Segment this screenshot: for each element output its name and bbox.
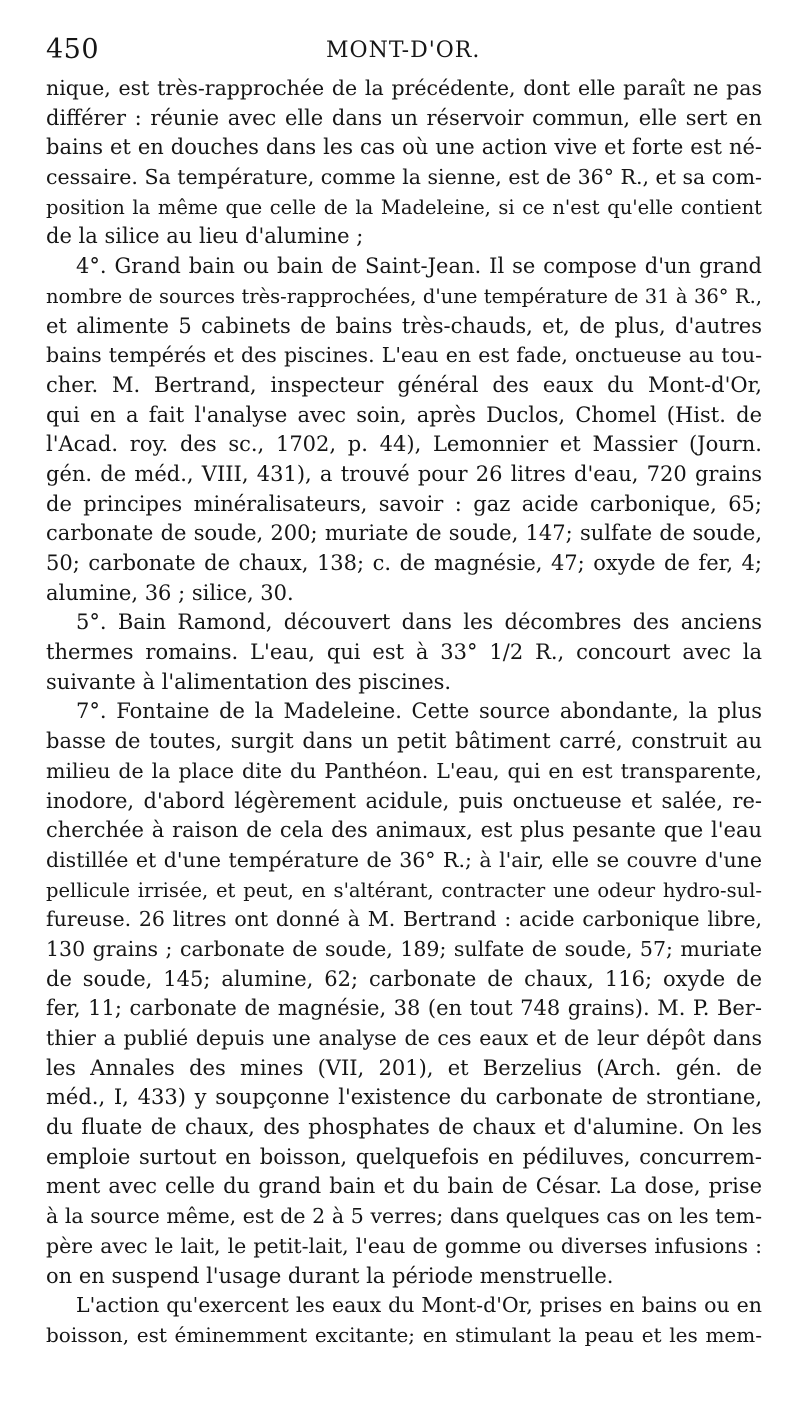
text-line: de principes minéralisateurs, savoir : gaz acide carbonique, 65; [46,491,762,516]
text-line: cher. M. Bertrand, inspecteur général des eaux du Mont-d'Or, [46,372,762,397]
text-line: qui en a fait l'analyse avec soin, après Duclos, Chomel (Hist. de [46,402,762,427]
text-line: basse de toutes, surgit dans un petit bâtiment carré, construit au [46,729,762,754]
text-line: nombre de sources très-rapprochées, d'une température de 31 à 36° R., [46,284,762,308]
text-line: inodore, d'abord légèrement acidule, puis onctueuse et salée, re- [46,788,762,813]
text-line: bains et en douches dans les cas où une action vive et forte est né- [46,135,762,160]
text-line: à la source même, est de 2 à 5 verres; dans quelques cas on les tem- [46,1204,762,1229]
text-line: pellicule irrisée, et peut, en s'altérant, contracter une odeur hydro-sul- [46,878,762,902]
page-number: 450 [46,34,100,65]
text-line: carbonate de soude, 200; muriate de soude, 147; sulfate de soude, [46,521,762,546]
text-line: milieu de la place dite du Panthéon. L'eau, qui en est transparente, [46,758,762,783]
text-line: thermes romains. L'eau, qui est à 33° 1/2 R., concourt avec la [46,640,762,665]
text-line: méd., I, 433) y soupçonne l'existence du carbonate de strontiane, [46,1085,762,1110]
text-line: bains tempérés et des piscines. L'eau en est fade, onctueuse au tou- [46,343,762,368]
text-line: du fluate de chaux, des phosphates de chaux et d'alumine. On les [46,1115,762,1140]
text-line: on en suspend l'usage durant la période menstruelle. [46,1263,614,1288]
text-line: suivante à l'alimentation des piscines. [46,669,452,694]
text-line: gén. de méd., VIII, 431), a trouvé pour 26 litres d'eau, 720 grains [46,461,762,486]
text-line: boisson, est éminemment excitante; en stimulant la peau et les mem- [46,1322,762,1347]
text-line: position la même que celle de la Madeleine, si ce n'est qu'elle contient [46,195,762,219]
body-text [46,74,762,1351]
text-line: 5°. Bain Ramond, découvert dans les décombres des anciens [76,610,762,635]
text-line: de soude, 145; alumine, 62; carbonate de chaux, 116; oxyde de [46,966,762,991]
text-line: différer : réunie avec elle dans un réservoir commun, elle sert en [46,105,762,130]
book-page [46,34,762,1351]
text-line: nique, est très-rapprochée de la précédente, dont elle paraît ne pas [46,76,762,100]
text-line: distillée et d'une température de 36° R.; à l'air, elle se couvre d'une [46,847,762,872]
text-line: cessaire. Sa température, comme la sienne, est de 36° R., et sa com- [46,165,762,190]
text-line: ment avec celle du grand bain et du bain de César. La dose, prise [46,1174,762,1199]
text-line: thier a publié depuis une analyse de ces eaux et de leur dépôt dans [46,1026,762,1050]
text-line: 4°. Grand bain ou bain de Saint-Jean. Il se compose d'un grand [76,254,762,279]
text-line: L'action qu'exercent les eaux du Mont-d'Or, prises en bains ou en [76,1293,762,1318]
text-line: emploie surtout en boisson, quelquefois en pédiluves, concurrem- [46,1144,762,1169]
text-line: 130 grains ; carbonate de soude, 189; sulfate de soude, 57; muriate [46,936,762,961]
text-line: les Annales des mines (VII, 201), et Berzelius (Arch. gén. de [46,1055,762,1080]
text-line: l'Acad. roy. des sc., 1702, p. 44), Lemonnier et Massier (Journ. [46,432,762,457]
text-line: cherchée à raison de cela des animaux, est plus pesante que l'eau [46,818,762,843]
text-line: 50; carbonate de chaux, 138; c. de magnésie, 47; oxyde de fer, 4; [46,551,762,575]
text-line: 7°. Fontaine de la Madeleine. Cette source abondante, la plus [76,699,762,724]
text-line: fer, 11; carbonate de magnésie, 38 (en tout 748 grains). M. P. Ber- [46,996,762,1021]
text-line: alumine, 36 ; silice, 30. [46,580,294,605]
text-line: fureuse. 26 litres ont donné à M. Bertrand : acide carbonique libre, [46,907,762,932]
text-line: père avec le lait, le petit-lait, l'eau de gomme ou diverses infusions : [46,1233,762,1258]
text-line: de la silice au lieu d'alumine ; [46,224,364,249]
text-line: et alimente 5 cabinets de bains très-chauds, et, de plus, d'autres [46,313,762,338]
page-header [46,34,762,74]
running-title: MONT-D'OR. [326,38,481,63]
